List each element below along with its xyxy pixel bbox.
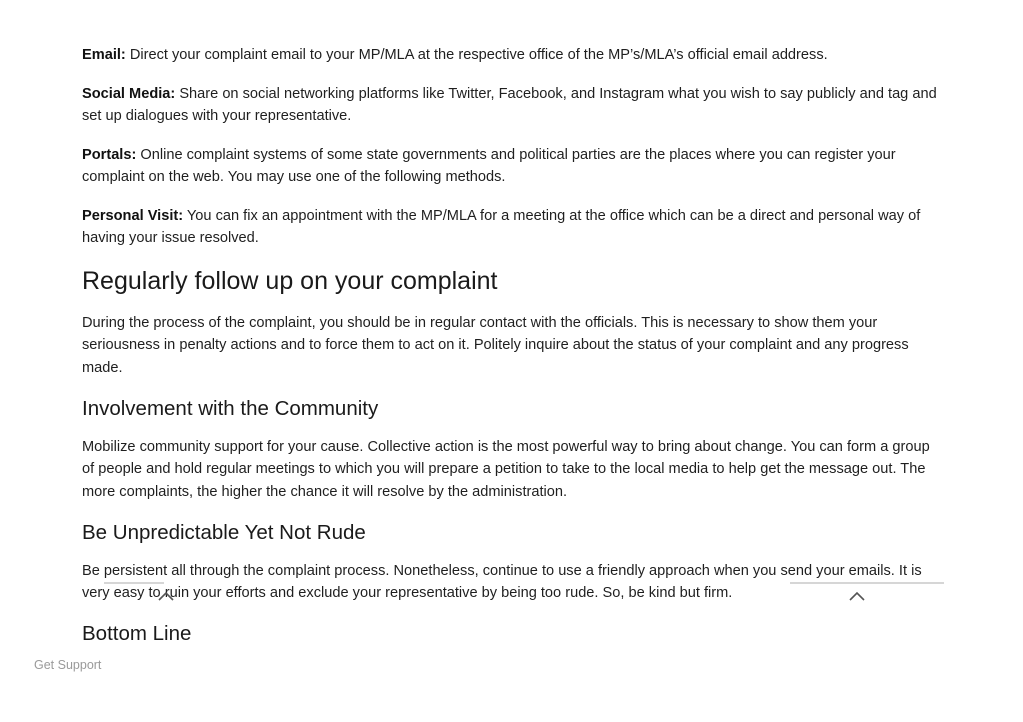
social-media-label: Social Media: — [82, 85, 176, 102]
chevron-up-icon[interactable] — [157, 590, 175, 602]
personal-visit-text: You can fix an appointment with the MP/MLA for a meeting at the office which can be a direct and personal way of having your issue resolved. — [82, 207, 921, 247]
get-support-link[interactable]: Get Support — [34, 658, 102, 672]
email-text: Direct your complaint email to your MP/MLA at the respective office of the MP’s/MLA’s official email address. — [125, 47, 828, 63]
bottom-line-heading: Bottom Line — [82, 622, 192, 646]
personal-visit-label: Personal Visit: — [82, 207, 184, 224]
floating-bar-right — [790, 582, 944, 584]
article-body — [82, 44, 944, 661]
social-media-text: Share on social networking platforms like Twitter, Facebook, and Instagram what you wish to say publicly and tag and set up dialogues with your representative. — [82, 85, 937, 125]
social-media-paragraph — [82, 83, 944, 128]
community-paragraph: Mobilize community support for your cause. Collective action is the most powerful way to bring about change. You can form a group of people and hold regular meetings to which you will prepare a petition to take to the local media to help get the message out. The more complaints, the higher the chance it will resolve by the administration. — [82, 438, 930, 500]
portals-text: Online complaint systems of some state governments and political parties are the places where you can register your complaint on the web. You may use one of the following methods. — [82, 146, 896, 186]
unpredictable-heading: Be Unpredictable Yet Not Rude — [82, 520, 366, 544]
email-label: Email: — [82, 47, 126, 63]
chevron-up-icon[interactable] — [848, 590, 866, 602]
floating-bar-left — [104, 582, 164, 584]
followup-heading: Regularly follow up on your complaint — [82, 267, 498, 296]
portals-label: Portals: — [82, 146, 137, 163]
email-paragraph — [82, 44, 944, 66]
unpredictable-paragraph: Be persistent all through the complaint process. Nonetheless, continue to use a friendly approach when you send your emails. It is very easy to ruin your efforts and exclude your representative by being too rude. So, be kind but firm. — [82, 562, 922, 602]
community-heading: Involvement with the Community — [82, 396, 379, 420]
portals-paragraph — [82, 144, 944, 189]
personal-visit-paragraph — [82, 205, 944, 250]
followup-paragraph: During the process of the complaint, you should be in regular contact with the officials. This is necessary to show them your seriousness in penalty actions and to force them to act on it. Politely inquire about the status of your complaint and any progress made. — [82, 315, 909, 376]
